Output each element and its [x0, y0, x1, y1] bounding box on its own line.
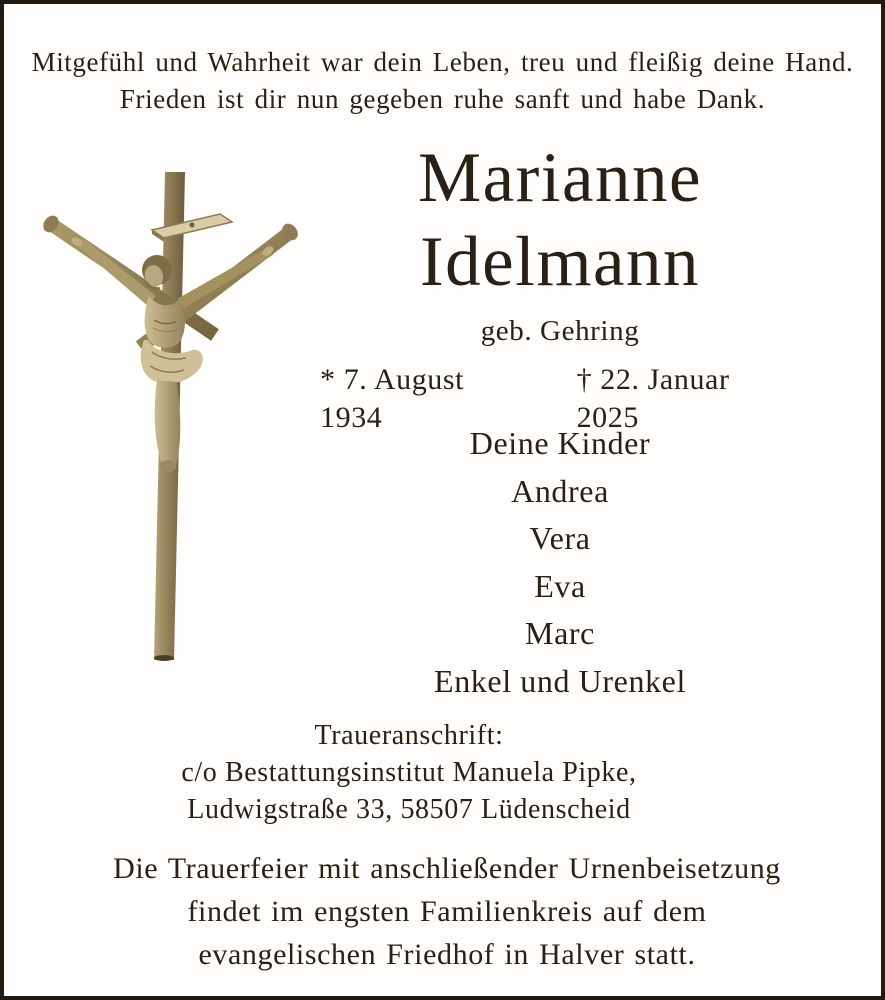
- mourner-name: Marc: [525, 615, 595, 651]
- epigraph: [4, 44, 881, 118]
- deceased-name: [320, 136, 800, 304]
- condolence-label: Traueranschrift:: [314, 720, 504, 751]
- death-date: † 22. Januar 2025: [576, 363, 730, 434]
- condolence-line-1: c/o Bestattungsinstitut Manuela Pipke,: [181, 757, 637, 788]
- mourners-closing: Enkel und Urenkel: [434, 662, 686, 699]
- christ-feet: [160, 460, 176, 472]
- mourners-list: [320, 420, 800, 705]
- deceased-last-name: Idelmann: [419, 223, 701, 301]
- funeral-notice: [13, 847, 881, 976]
- mourner-name: Andrea: [511, 472, 609, 509]
- crucifix-icon: [40, 170, 305, 662]
- christ-legs: [155, 380, 181, 468]
- funeral-line-2: findet im engsten Familienkreis auf dem: [187, 895, 707, 928]
- deceased-first-name: Marianne: [417, 139, 703, 217]
- mourner-name: Vera: [529, 520, 591, 556]
- funeral-line-1: Die Trauerfeier mit anschließender Urnenbeisetzung: [113, 852, 781, 885]
- funeral-line-3: evangelischen Friedhof in Halver statt.: [198, 938, 696, 971]
- christ-arm-right: [177, 249, 273, 308]
- condolence-address: [4, 717, 814, 828]
- maiden-name: geb. Gehring: [480, 315, 640, 347]
- epigraph-line-2: Frieden ist dir nun gegeben ruhe sanft und habe Dank.: [119, 84, 766, 114]
- epigraph-line-1: Mitgefühl und Wahrheit war dein Leben, treu und fleißig deine Hand.: [31, 47, 854, 77]
- birth-date: * 7. August 1934: [320, 363, 465, 434]
- mourner-name: Eva: [534, 567, 586, 604]
- condolence-line-2: Ludwigstraße 33, 58507 Lüdenscheid: [187, 794, 631, 825]
- mourners-intro: Deine Kinder: [469, 425, 651, 461]
